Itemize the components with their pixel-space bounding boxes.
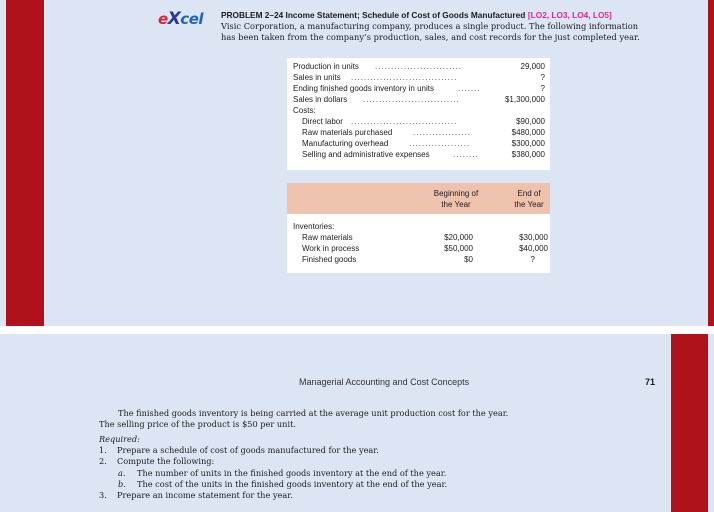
list-item: a. The number of units in the finished goods inventory at the end of the year. [118,468,447,478]
table-row: Work in process $50,000 $40,000 [302,244,548,253]
list-item: 2. Compute the following: [99,456,215,466]
table-row: Direct labor ................................. $90,000 [302,117,545,126]
table-row: Finished goods $0 ? [302,255,535,264]
table-row: Sales in dollars .............................. $1,300,000 [293,95,545,104]
right-margin-bar-bottom [671,334,708,512]
column-header-beginning: Beginning of the Year [433,189,479,209]
inventory-section-label: Inventories: [293,222,335,231]
table-row: Selling and administrative expenses ........ $380,000 [302,150,545,159]
list-item: 3. Prepare an income statement for the year. [99,490,293,500]
excel-logo: eXcel [158,9,204,29]
problem-intro-line: has been taken from the company’s production, sales, and cost records for the just completed year. [221,32,640,42]
data-table [287,58,550,170]
table-row: Costs: [293,106,316,115]
table-row: Manufacturing overhead ................... $300,000 [302,139,545,148]
paragraph-line: The finished goods inventory is being carried at the average unit production cost for the year. [118,408,509,418]
paragraph-line: The selling price of the product is $50 per unit. [99,419,296,429]
list-item: 1. Prepare a schedule of cost of goods manufactured for the year. [99,445,379,455]
required-heading: Required: [99,434,140,444]
table-row: Ending finished goods inventory in units ....... ? [293,84,545,93]
table-row: Sales in units ................................. ? [293,73,545,82]
problem-heading [221,10,641,43]
column-header-end: End of the Year [514,189,544,209]
problem-intro-line: Visic Corporation, a manufacturing company, produces a single product. The following information [221,21,639,31]
page-gap [0,326,714,334]
problem-title: PROBLEM 2–24 Income Statement; Schedule of Cost of Goods Manufactured [221,10,526,20]
left-margin-bar [6,0,44,326]
table-row: Raw materials purchased .................. $480,000 [302,128,545,137]
page-number: 71 [645,377,656,387]
table-row: Raw materials $20,000 $30,000 [302,233,548,242]
running-header-title: Managerial Accounting and Cost Concepts [299,377,470,387]
inventory-table [287,183,550,273]
table-row: Production in units ........................... 29,000 [293,62,545,71]
right-margin-bar-top [708,0,714,326]
learning-objective-codes: [LO2, LO3, LO4, LO5] [527,10,612,20]
list-item: b. The cost of the units in the finished goods inventory at the end of the year. [118,479,448,489]
